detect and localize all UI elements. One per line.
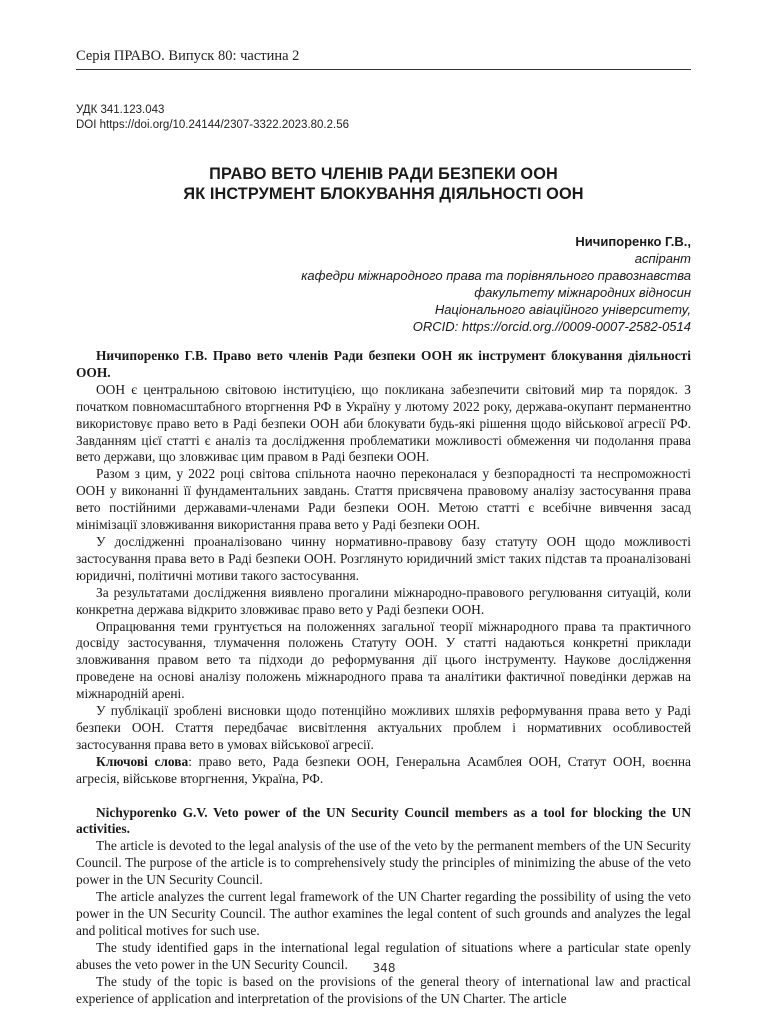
abstract-ua-heading [76, 348, 691, 382]
abstract-paragraph: У дослідженні проаналізовано чинну нормативно-правову базу статуту ООН щодо можливості застосування права вето в Раді безпеки ООН. Розглянуто юридичний зміст таких підстав та проаналізовані юридичні, політичні мотиви такого застосування. [76, 533, 691, 583]
abstract-paragraph: ООН є центральною світовою інституцією, що покликана забезпечити світовий мир та порядок. З початком повномасштабного вторгнення РФ в Україну у лютому 2022 року, держава-окупант перманентно використовує право вето в Раді безпеки ООН аби блокувати будь-які рішення щодо військової агресії РФ. Завданням цієї статті є аналіз та дослідження проблематики можливості обмеження чи подолання права вето держави, що зловживає цим правом в Раді безпеки ООН. [76, 381, 691, 465]
running-head: Серія ПРАВО. Випуск 80: частина 2 [76, 48, 300, 64]
author-position: аспірант [634, 251, 691, 266]
author-orcid[interactable]: ORCID: https://orcid.org.//0009-0007-2582-0514 [412, 319, 691, 334]
doi-link[interactable]: DOI https://doi.org/10.24144/2307-3322.2023.80.2.56 [76, 119, 350, 131]
header-rule [76, 69, 691, 70]
article-body [76, 348, 691, 1007]
abstract-ukrainian [76, 348, 691, 788]
author-name: Ничипоренко Г.В., [575, 234, 691, 249]
abstract-paragraph: The study of the topic is based on the provisions of the general theory of international law and practical experience of application and interpretation of the provisions of the UN Charter. The article [76, 973, 691, 1006]
author-block [301, 233, 691, 335]
abstract-english [76, 805, 691, 1008]
section-gap [76, 788, 691, 805]
keywords-label: Ключові слова [96, 753, 189, 769]
article-meta [76, 103, 349, 133]
keywords-list: : право вето, Рада безпеки ООН, Генеральна Асамблея ООН, Статут ООН, воєнна агресія, військове вторгнення, Україна, РФ. [76, 753, 691, 786]
author-department: кафедри міжнародного права та порівняльного правознавства [301, 268, 691, 283]
article-title [76, 164, 691, 204]
udc-code: УДК 341.123.043 [76, 104, 165, 116]
abstract-paragraph: Опрацювання теми грунтується на положеннях загальної теорії міжнародного права та практичного досвіду застосування, тлумачення положень Статуту ООН. У статті надаються конкретні приклади зловживання правом вето та підходи до реформування дії цього інструменту. Наукове дослідження проведене на основі аналізу положень міжнародного права та аналітики фактичної поведінки держав на міжнародній арені. [76, 618, 691, 702]
author-university: Національного авіаційного університету, [434, 302, 691, 317]
title-line-2: ЯК ІНСТРУМЕНТ БЛОКУВАННЯ ДІЯЛЬНОСТІ ООН [183, 185, 584, 203]
abstract-paragraph: За результатами дослідження виявлено прогалини міжнародно-правового регулювання ситуацій, коли конкретна держава відкрито зловживає право вето у Раді безпеки ООН. [76, 584, 691, 617]
abstract-paragraph: The study identified gaps in the international legal regulation of situations where a particular state openly abuses the veto power in the UN Security Council. [76, 939, 691, 972]
abstract-en-heading [76, 805, 691, 839]
author-faculty: факультету міжнародних відносин [474, 285, 691, 300]
abstract-paragraph: У публікації зроблені висновки щодо потенційно можливих шляхів реформування права вето у Раді безпеки ООН. Стаття передбачає висвітлення актуальних проблем і нормативних особливостей застосування права вето в умовах військової агресії. [76, 703, 691, 752]
abstract-paragraph: The article is devoted to the legal analysis of the use of the veto by the permanent members of the UN Security Council. The purpose of the article is to comprehensively study the principles of minimizing the abuse of the veto power in the UN Security Council. [76, 838, 691, 888]
abstract-ua-heading-text: Ничипоренко Г.В. Право вето членів Ради безпеки ООН як інструмент блокування діяльності ООН. [76, 348, 691, 380]
page-number: 348 [372, 961, 396, 975]
abstract-paragraph: The article analyzes the current legal framework of the UN Charter regarding the possibility of using the veto power in the UN Security Council. The author examines the legal content of such grounds and analyzes the legal and political motives for such use. [76, 889, 691, 938]
title-line-1: ПРАВО ВЕТО ЧЛЕНІВ РАДИ БЕЗПЕКИ ООН [209, 165, 558, 183]
keywords [76, 754, 691, 788]
abstract-en-heading-text: Nichyporenko G.V. Veto power of the UN Security Council members as a tool for blocking the UN activities. [76, 804, 691, 837]
abstract-paragraph: Разом з цим, у 2022 році світова спільнота наочно переконалася у безпорадності та неспроможності ООН у виконанні її фундаментальних завдань. Стаття присвячена правовому аналізу застосування права вето постійними державами-членами Ради безпеки ООН. Метою статті є всебічне вивчення засад мінімізації зловживання використання права вето у Раді безпеки ООН. [76, 466, 691, 533]
